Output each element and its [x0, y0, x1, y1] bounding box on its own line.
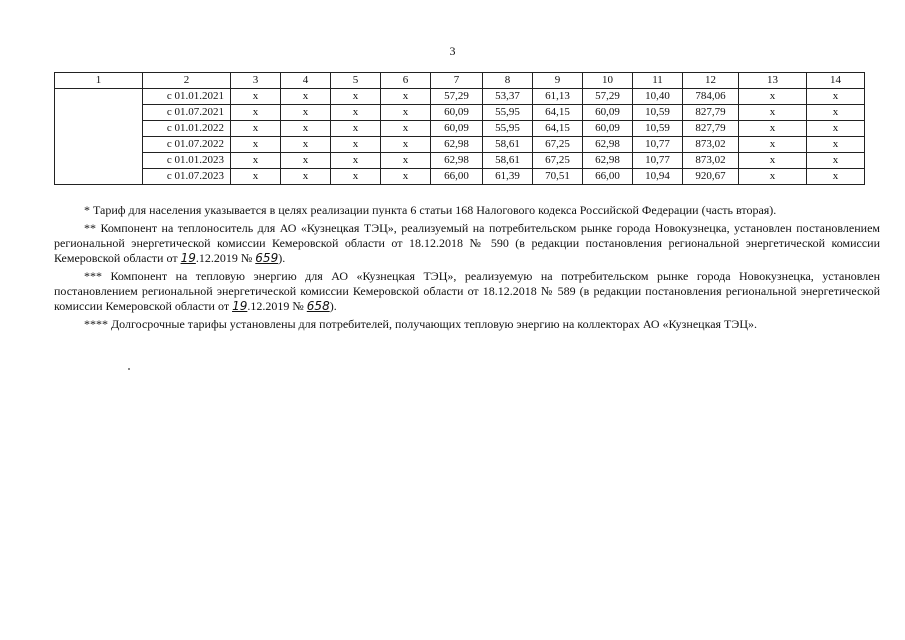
table-cell: х: [281, 121, 331, 137]
table-cell: 784,06: [683, 89, 739, 105]
table-cell: 10,59: [633, 105, 683, 121]
table-cell: 62,98: [583, 137, 633, 153]
column-header: 5: [331, 73, 381, 89]
table-cell: х: [331, 137, 381, 153]
table-cell: 920,67: [683, 169, 739, 185]
table-cell: 66,00: [583, 169, 633, 185]
column-header: 12: [683, 73, 739, 89]
footnote-2-text-c: ).: [278, 251, 286, 265]
table-cell: 53,37: [483, 89, 533, 105]
table-cell: х: [807, 105, 865, 121]
footnote-3-text-b: .12.2019 №: [247, 299, 307, 313]
table-cell: 62,98: [431, 137, 483, 153]
table-row: [55, 89, 865, 105]
footnote-4: **** Долгосрочные тарифы установлены для потребителей, получающих тепловую энергию на коллекторах АО «Кузнецкая ТЭЦ».: [84, 317, 757, 331]
table-cell: х: [231, 137, 281, 153]
footnote-1: * Тариф для населения указывается в целях реализации пункта 6 статьи 168 Налогового кодекса Российской Федерации (часть вторая).: [84, 203, 777, 217]
table-cell: 64,15: [533, 105, 583, 121]
table-cell: х: [381, 137, 431, 153]
table-cell: 10,94: [633, 169, 683, 185]
table-cell: х: [331, 121, 381, 137]
table-cell: 67,25: [533, 137, 583, 153]
table-cell: х: [281, 89, 331, 105]
table-cell: х: [281, 137, 331, 153]
table-cell: 60,09: [583, 121, 633, 137]
table-cell: х: [739, 137, 807, 153]
period-cell: с 01.01.2023: [143, 153, 231, 169]
table-cell: 58,61: [483, 153, 533, 169]
table-cell: 10,77: [633, 137, 683, 153]
table-cell: [55, 89, 143, 185]
footnote-2: [54, 221, 880, 266]
table-cell: 62,98: [431, 153, 483, 169]
handwritten-number: 658: [306, 299, 330, 313]
table-cell: х: [231, 89, 281, 105]
table-cell: х: [231, 169, 281, 185]
column-header: 8: [483, 73, 533, 89]
period-cell: с 01.01.2021: [143, 89, 231, 105]
period-cell: с 01.07.2021: [143, 105, 231, 121]
table-cell: 60,09: [431, 105, 483, 121]
table-row: [55, 137, 865, 153]
table-cell: 61,13: [533, 89, 583, 105]
table-cell: 58,61: [483, 137, 533, 153]
table-cell: 67,25: [533, 153, 583, 169]
table-cell: х: [807, 137, 865, 153]
table-cell: х: [381, 89, 431, 105]
table-cell: 10,40: [633, 89, 683, 105]
column-header: 7: [431, 73, 483, 89]
table-cell: х: [231, 153, 281, 169]
table-cell: 55,95: [483, 105, 533, 121]
period-cell: с 01.07.2022: [143, 137, 231, 153]
footnote-3-text-c: ).: [329, 299, 337, 313]
table-cell: х: [807, 169, 865, 185]
table-row: [55, 121, 865, 137]
table-cell: 61,39: [483, 169, 533, 185]
table-cell: х: [739, 89, 807, 105]
table-cell: 827,79: [683, 105, 739, 121]
column-header: 13: [739, 73, 807, 89]
table-cell: х: [381, 169, 431, 185]
table-cell: 60,09: [431, 121, 483, 137]
table-cell: х: [331, 169, 381, 185]
column-header: 1: [55, 73, 143, 89]
column-header: 6: [381, 73, 431, 89]
footnote-3: [54, 269, 880, 314]
table-cell: х: [331, 89, 381, 105]
table-cell: х: [281, 153, 331, 169]
table-cell: х: [331, 153, 381, 169]
handwritten-day: 19: [180, 251, 196, 265]
table-cell: х: [281, 105, 331, 121]
table-cell: х: [807, 153, 865, 169]
table-cell: х: [739, 153, 807, 169]
table-cell: х: [739, 121, 807, 137]
column-header: 9: [533, 73, 583, 89]
table-cell: х: [381, 121, 431, 137]
period-cell: с 01.01.2022: [143, 121, 231, 137]
footnote-3-text: *** Компонент на тепловую энергию для АО «Кузнецкая ТЭЦ», реализуемую на потребительском рынке города Новокузнецка, установлен постановлением региональной энергетической комиссии Кемеровской области от 18.12.2018 № 589 (в редакции постановления региональной энергетической комиссии Кемеровской области от: [54, 269, 880, 313]
table-cell: 827,79: [683, 121, 739, 137]
table-cell: х: [739, 169, 807, 185]
column-header: 11: [633, 73, 683, 89]
handwritten-number: 659: [255, 251, 279, 265]
table-cell: 10,59: [633, 121, 683, 137]
table-cell: х: [381, 105, 431, 121]
column-header: 10: [583, 73, 633, 89]
table-body: [55, 89, 865, 185]
footnotes: [54, 203, 880, 335]
table-row: [55, 169, 865, 185]
tariff-table: [54, 72, 865, 185]
table-cell: 57,29: [583, 89, 633, 105]
table-cell: х: [807, 121, 865, 137]
column-header: 3: [231, 73, 281, 89]
table-cell: х: [331, 105, 381, 121]
table-cell: х: [231, 121, 281, 137]
column-header: 2: [143, 73, 231, 89]
page-number: 3: [449, 44, 456, 58]
table-cell: 66,00: [431, 169, 483, 185]
handwritten-day: 19: [232, 299, 248, 313]
table-cell: 57,29: [431, 89, 483, 105]
table-cell: 64,15: [533, 121, 583, 137]
table-header-row: [55, 73, 865, 89]
table-cell: 62,98: [583, 153, 633, 169]
scan-speck: [128, 368, 130, 370]
table-cell: 60,09: [583, 105, 633, 121]
table-cell: х: [281, 169, 331, 185]
table-cell: 70,51: [533, 169, 583, 185]
table-cell: 873,02: [683, 137, 739, 153]
table-row: [55, 153, 865, 169]
table-cell: х: [739, 105, 807, 121]
table-cell: х: [381, 153, 431, 169]
table-cell: 55,95: [483, 121, 533, 137]
table-row: [55, 105, 865, 121]
period-cell: с 01.07.2023: [143, 169, 231, 185]
table-cell: 10,77: [633, 153, 683, 169]
table-cell: х: [807, 89, 865, 105]
table-cell: х: [231, 105, 281, 121]
column-header: 4: [281, 73, 331, 89]
footnote-2-text-b: .12.2019 №: [195, 251, 256, 265]
column-header: 14: [807, 73, 865, 89]
table-cell: 873,02: [683, 153, 739, 169]
footnote-2-text: ** Компонент на теплоноситель для АО «Кузнецкая ТЭЦ», реализуемый на потребительском рынке города Новокузнецка, установлен постановлением региональной энергетической комиссии Кемеровской области от 18.12.2018 № 590 (в редакции постановления региональной энергетической комиссии Кемеровской области от: [54, 221, 880, 265]
